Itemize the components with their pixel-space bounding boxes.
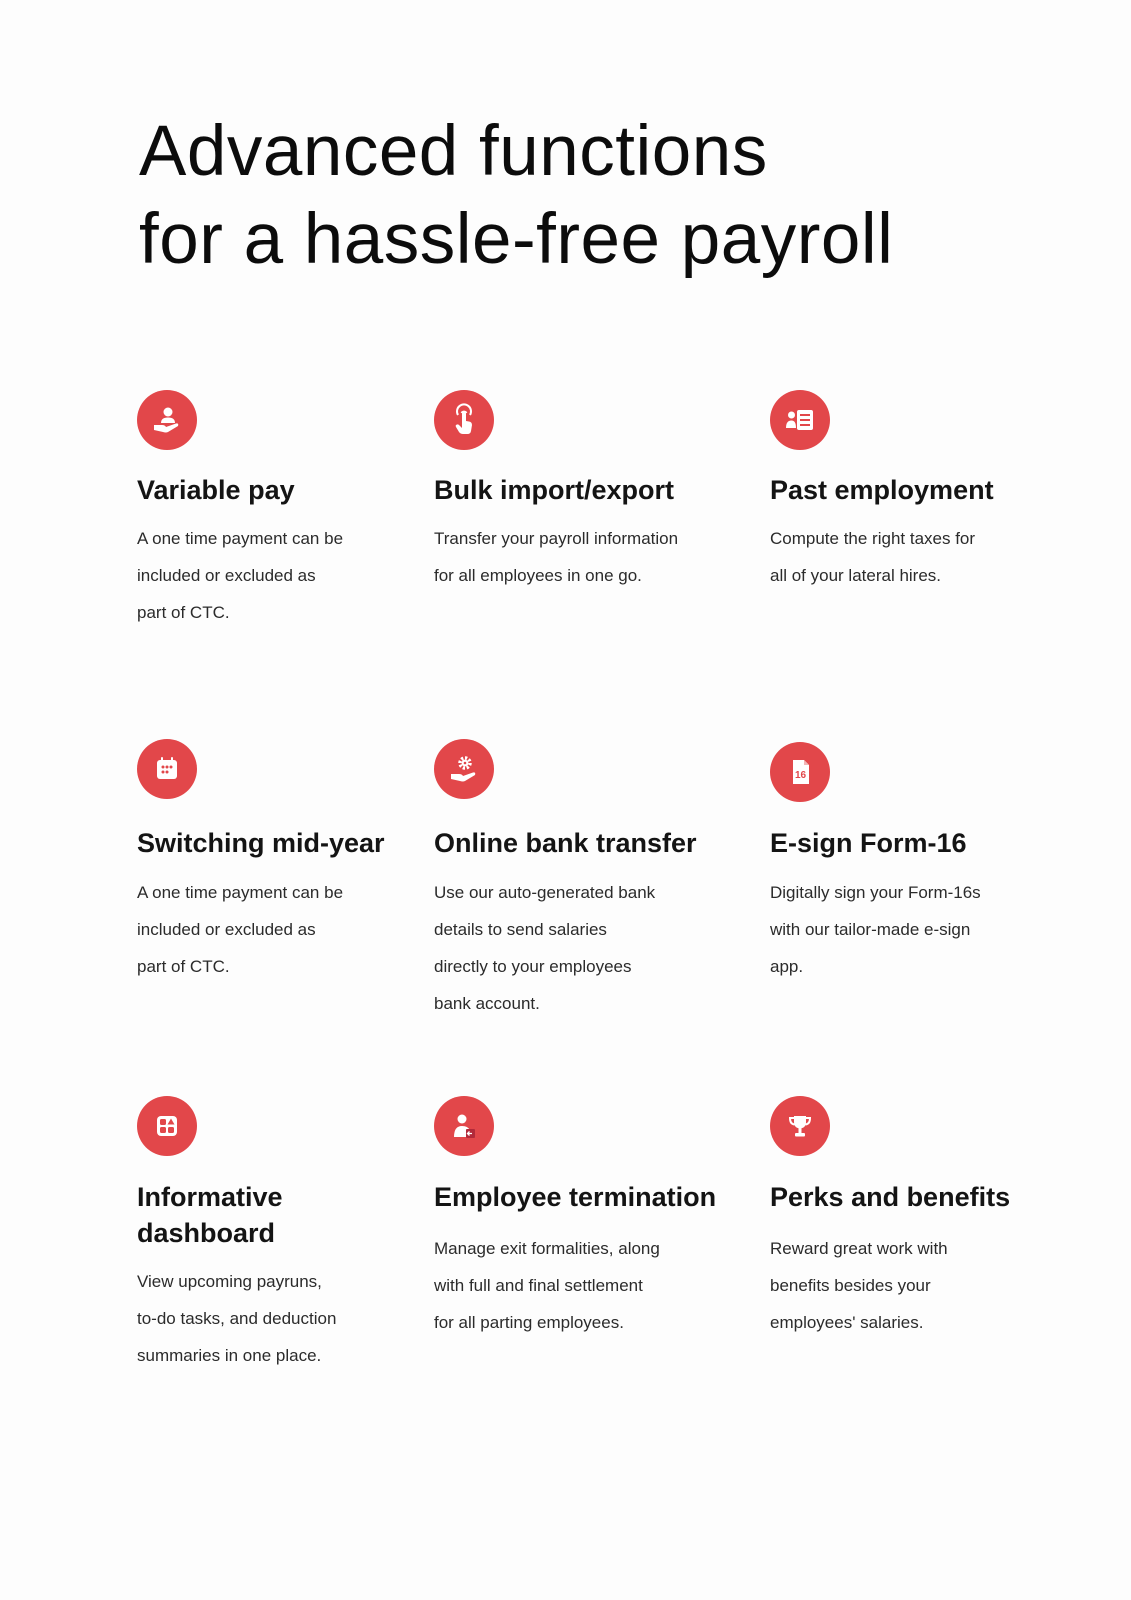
feature-variable-pay: [137, 390, 437, 631]
feature-perks-and-benefits: [770, 1096, 1070, 1341]
feature-title: E-sign Form-16: [770, 828, 967, 858]
feature-title: Informative dashboard: [137, 1182, 283, 1248]
tap-finger-icon: [434, 390, 494, 450]
trophy-icon: [770, 1096, 830, 1156]
feature-title: Past employment: [770, 475, 994, 505]
feature-description: Transfer your payroll information for all employees in one go.: [434, 529, 679, 585]
feature-description: A one time payment can be included or excluded as part of CTC.: [137, 883, 344, 976]
feature-bulk-import-export: [434, 390, 734, 594]
feature-description: View upcoming payruns, to-do tasks, and deduction summaries in one place.: [137, 1272, 337, 1365]
hand-user-icon: [137, 390, 197, 450]
employee-exit-icon: [434, 1096, 494, 1156]
dashboard-grid-icon: [137, 1096, 197, 1156]
feature-description: A one time payment can be included or excluded as part of CTC.: [137, 529, 344, 622]
form-16-icon: [770, 742, 830, 802]
feature-employee-termination: [434, 1096, 734, 1341]
hand-gear-icon: [434, 739, 494, 799]
form-16-icon-text: 16: [794, 770, 807, 781]
feature-title: Switching mid-year: [137, 828, 385, 858]
feature-informative-dashboard: [137, 1096, 437, 1374]
feature-switching-mid-year: [137, 739, 437, 985]
feature-past-employment: [770, 390, 1070, 594]
id-card-icon: [770, 390, 830, 450]
feature-title: Bulk import/export: [434, 475, 675, 505]
feature-e-sign-form-16: [770, 742, 1070, 985]
calendar-icon: [137, 739, 197, 799]
feature-description: Digitally sign your Form-16s with our tailor-made e-sign app.: [770, 883, 981, 976]
feature-description: Manage exit formalities, along with full and final settlement for all parting employees.: [434, 1239, 660, 1332]
headline-line-1: Advanced functions: [139, 112, 768, 191]
page-headline: [139, 108, 893, 284]
feature-description: Use our auto-generated bank details to send salaries directly to your employees bank account.: [434, 883, 656, 1013]
feature-title: Variable pay: [137, 475, 295, 505]
feature-description: Compute the right taxes for all of your lateral hires.: [770, 529, 976, 585]
feature-title: Perks and benefits: [770, 1182, 1011, 1212]
feature-online-bank-transfer: [434, 739, 734, 1022]
feature-title: Employee termination: [434, 1182, 717, 1212]
headline-line-2: for a hassle-free payroll: [139, 200, 894, 279]
feature-title: Online bank transfer: [434, 828, 697, 858]
feature-description: Reward great work with benefits besides your employees' salaries.: [770, 1239, 948, 1332]
